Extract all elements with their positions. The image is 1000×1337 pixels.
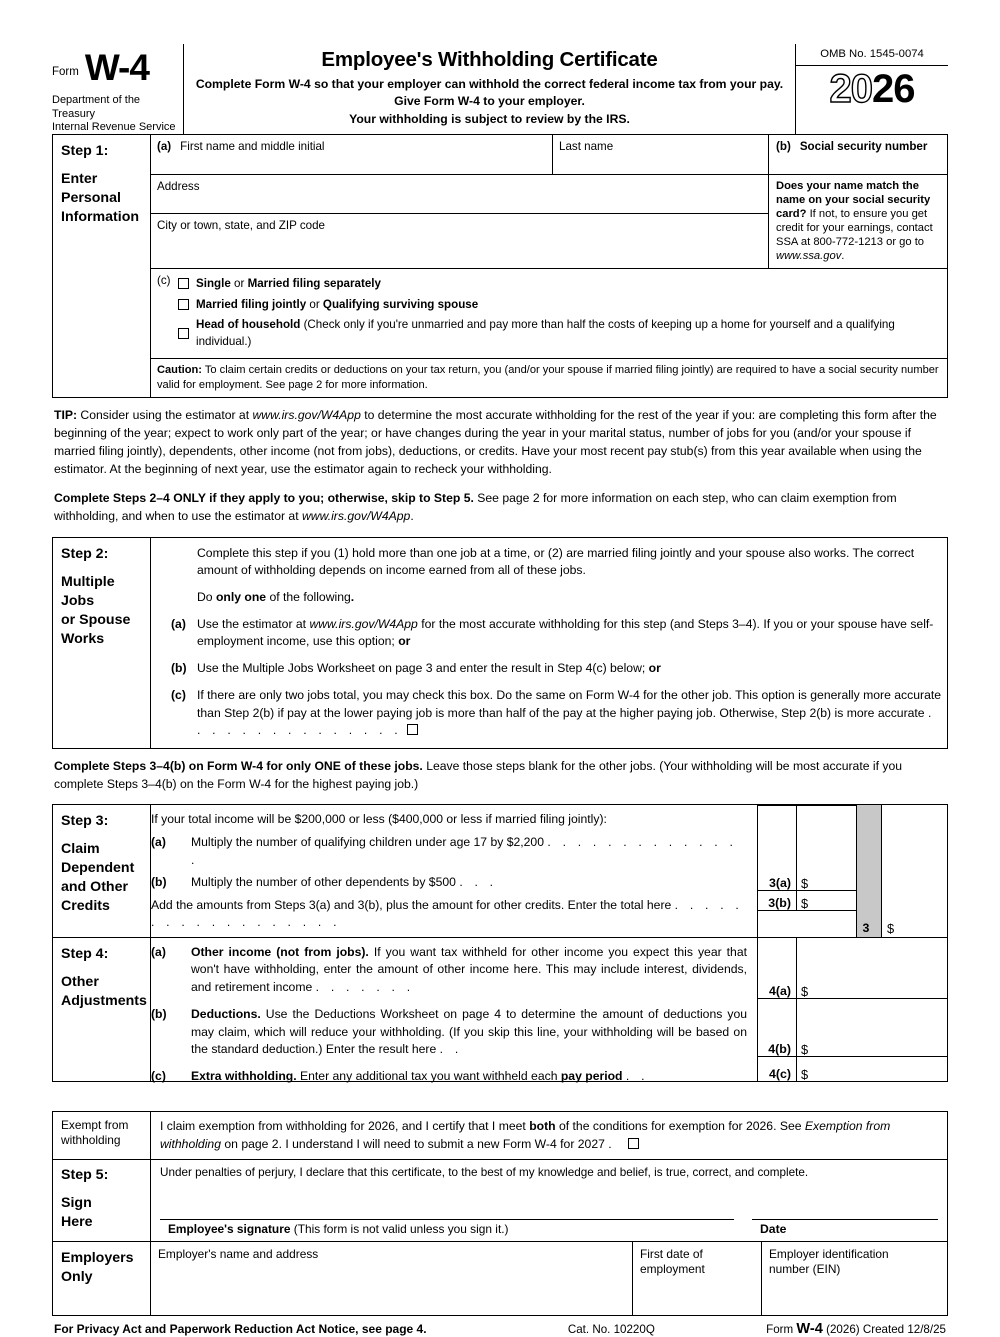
step3-a-leader-dots: . . . . . . . . . . . . . . xyxy=(191,835,738,868)
form-footer xyxy=(52,1315,948,1337)
filing-option-2-rest: (Check only if you're unmarried and pay more than half the costs of keeping up a home for yourself and a qualifying individual.) xyxy=(196,317,895,349)
step-1-section xyxy=(52,134,948,398)
complete-steps-text: See page 2 for more information on each step, who can claim exemption from withholding, and when to use the estimator at xyxy=(54,490,897,523)
ssn-note-rest: If not, to ensure you get credit for your earnings, contact SSA at 800-772-1213 or go to xyxy=(776,208,933,248)
filing-option-0-mid: or xyxy=(230,277,248,291)
form-header xyxy=(52,44,948,134)
step4-c-leader-dots: . . xyxy=(625,1068,649,1083)
form-revision-info xyxy=(766,1321,946,1337)
option-b-marker: (b) xyxy=(171,661,187,676)
step-4-line-b xyxy=(151,1006,747,1059)
city-label: City or town, state, and ZIP code xyxy=(157,219,325,233)
option-a-post: for the most accurate withholding for this step (and Steps 3–4). If you or your spouse have self-employment income, use this option; xyxy=(197,616,934,649)
step-2-label xyxy=(53,538,151,748)
dept-line-2: Internal Revenue Service xyxy=(52,120,176,133)
footer-form-word: Form xyxy=(766,1323,797,1337)
step-2-section xyxy=(52,537,948,749)
step4-box-vert-rule xyxy=(796,938,797,1081)
checkbox-married-jointly-icon[interactable] xyxy=(178,299,189,310)
line-tag-4b: 4(b) xyxy=(768,1042,791,1057)
amount-3b-row[interactable] xyxy=(758,892,856,911)
step-5-section xyxy=(53,1159,947,1241)
field-tag-b: (b) xyxy=(776,140,791,154)
closing-note-bold: Complete Steps 3–4(b) on Form W-4 for only ONE of these jobs. xyxy=(54,758,423,773)
amount-4c-row[interactable] xyxy=(758,1063,948,1082)
step4-a-leader-dots: . . . . . . . xyxy=(315,980,415,995)
filing-option-1-mid: or xyxy=(306,297,323,311)
option-a-marker: (a) xyxy=(171,616,186,631)
step-5-sub-2: Here xyxy=(61,1214,93,1231)
step-3-sub-3: and Other xyxy=(61,878,129,895)
tip-label: TIP: xyxy=(54,408,78,423)
signature-label-bold: Employee's signature xyxy=(168,1222,291,1237)
ssn-name-match-note xyxy=(769,175,947,267)
caution-text: To claim certain credits or deductions on your tax return, you (and/or your spouse if married filing jointly) are required to have a social security number valid for employment. See page 2 for more information. xyxy=(157,364,939,391)
step-1-title: Step 1: xyxy=(61,143,109,160)
field-tag-a: (a) xyxy=(157,140,172,154)
step3-total-label: Add the amounts from Steps 3(a) and 3(b), plus the amount for other credits. Enter the total here xyxy=(151,897,672,912)
closing-note-text: Leave those steps blank for the other jobs. (Your withholding will be most accurate if you complete Steps 3–4(b) on the Form W-4 for the highest paying job.) xyxy=(54,758,903,791)
step-3-line-a xyxy=(151,834,751,869)
amount-4b-row[interactable] xyxy=(758,1038,948,1057)
do-post: of the following xyxy=(266,590,351,605)
header-omb-block xyxy=(796,44,948,134)
dollar-sign-4b: $ xyxy=(801,1041,809,1057)
filing-status-head-of-household[interactable] xyxy=(178,314,947,352)
step4-b-text: Use the Deductions Worksheet on page 4 to determine the amount of deductions you may claim, which will reduce your withholding. (If you skip this line, your withholding will be based on the standard deduction.) Enter the result here xyxy=(191,1006,747,1057)
tip-paragraph xyxy=(54,407,946,479)
tip-text-1: Consider using the estimator at xyxy=(77,408,253,423)
form-sheet xyxy=(52,44,948,1337)
step3-box-top-rule xyxy=(758,805,856,806)
checkbox-head-of-household-icon[interactable] xyxy=(178,328,189,339)
employee-signature-field[interactable] xyxy=(160,1219,734,1241)
first-name-field[interactable] xyxy=(151,135,553,174)
exempt-leader-dots: . xyxy=(608,1136,624,1151)
step-2-title: Step 2: xyxy=(61,545,109,562)
option-c-text: If there are only two jobs total, you may check this box. Do the same on Form W-4 for the other job. This option is generally more accurate than Step 2(b) if pay at the lower paying job is more than half of the pay at the higher paying job. Otherwise, Step 2(b) is more accurate xyxy=(197,687,942,720)
privacy-notice: For Privacy Act and Paperwork Reduction Act Notice, see page 4. xyxy=(54,1322,427,1337)
filing-option-2-bold: Head of household xyxy=(196,317,301,331)
checkbox-single-icon[interactable] xyxy=(178,278,189,289)
step-2-option-a xyxy=(151,616,943,651)
address-field[interactable] xyxy=(151,175,768,214)
address-label: Address xyxy=(157,180,200,194)
field-tag-c: (c) xyxy=(157,273,171,287)
employer-name-address-label: Employer's name and address xyxy=(158,1247,319,1262)
omb-number: OMB No. 1545-0074 xyxy=(796,44,948,66)
step3-total-leader-dots: . . . . . . . . . . . . . . . . . . xyxy=(151,897,743,930)
step-2-option-b xyxy=(151,660,943,678)
dollar-sign-3b: $ xyxy=(801,895,809,911)
step4-b-bold: Deductions. xyxy=(191,1006,261,1021)
w4app-link-2[interactable]: www.irs.gov/W4App xyxy=(301,508,411,523)
do-end: . xyxy=(350,590,355,605)
amount-3-total-row[interactable] xyxy=(856,917,948,936)
last-name-field[interactable] xyxy=(553,135,769,174)
filing-status-single[interactable] xyxy=(178,274,947,294)
step-5-title: Step 5: xyxy=(61,1167,109,1184)
line-tag-4a: 4(a) xyxy=(768,984,791,999)
header-subtitle-3: Your withholding is subject to review by the IRS. xyxy=(349,111,630,126)
header-subtitle-1: Complete Form W-4 so that your employer can withhold the correct federal income tax from your pay. xyxy=(195,77,784,91)
step4-a-text: If you want tax withheld for other income you expect this year that won't have withholding, enter the amount of other income here. This may include interest, dividends, and retirement income xyxy=(191,944,747,995)
step4-b-marker: (b) xyxy=(151,1006,167,1021)
step-3-sub-4: Credits xyxy=(61,897,110,914)
option-c-leader-dots: . . . . . . . . . . . . . . . xyxy=(197,705,936,738)
caution-note xyxy=(151,358,947,397)
perjury-statement: Under penalties of perjury, I declare that this certificate, to the best of my knowledge and belief, is true, correct, and complete. xyxy=(160,1166,809,1180)
line-tag-3b: 3(b) xyxy=(768,896,791,911)
employers-title-line-2: Only xyxy=(61,1269,93,1286)
step-2-do-one xyxy=(151,589,943,607)
option-b-or: or xyxy=(648,661,661,676)
option-a-or: or xyxy=(398,634,411,649)
step-4-sub-2: Adjustments xyxy=(61,992,147,1009)
amount-3a-row[interactable] xyxy=(758,872,856,891)
step4-c-text: Enter any additional tax you want withheld each xyxy=(296,1068,561,1083)
exempt-label-line-2: withholding xyxy=(61,1133,121,1148)
step-1-sub-3: Information xyxy=(61,209,140,226)
dollar-sign-4c: $ xyxy=(801,1066,809,1082)
filing-status-married-jointly[interactable] xyxy=(178,294,947,314)
line-tag-4c: 4(c) xyxy=(768,1067,791,1082)
ein-label-1: Employer identification xyxy=(769,1247,889,1262)
tax-year-suffix: 26 xyxy=(872,67,915,111)
step3-b-leader-dots: . . . xyxy=(459,874,498,889)
city-state-zip-field[interactable] xyxy=(151,214,768,251)
date-label: Date xyxy=(760,1222,787,1237)
step-4-line-a xyxy=(151,944,747,997)
last-name-label: Last name xyxy=(559,140,614,154)
header-title-block xyxy=(183,44,796,134)
exempt-text-1: I claim exemption from withholding for 2026, and I certify that I meet xyxy=(160,1118,530,1133)
exempt-statement xyxy=(151,1112,947,1160)
step-3-sub-2: Dependent xyxy=(61,859,135,876)
ssn-field[interactable] xyxy=(769,135,947,174)
step-4-line-c xyxy=(151,1068,747,1086)
option-a-pre: Use the estimator at xyxy=(197,616,310,631)
page-title: Employee's Withholding Certificate xyxy=(321,48,658,71)
step-4-amount-column xyxy=(757,938,947,1081)
exemption-reference-italic: Exemption from withholding xyxy=(160,1118,891,1151)
step-3-amount-column xyxy=(757,805,947,937)
step3-b-marker: (b) xyxy=(151,874,167,889)
ssa-website-link[interactable]: www.ssa.gov xyxy=(776,249,842,262)
step-3-total-text xyxy=(151,897,751,932)
line-tag-3a: 3(a) xyxy=(768,876,791,891)
step3-b-text: Multiply the number of other dependents by $500 xyxy=(191,874,456,889)
footer-form-number: W-4 xyxy=(796,1321,823,1337)
checkbox-exempt-icon[interactable] xyxy=(628,1138,639,1149)
step-3-sub-1: Claim xyxy=(61,840,100,857)
step4-c-bold: Extra withholding. xyxy=(191,1068,297,1083)
step-3-label xyxy=(53,805,151,937)
step-4-title: Step 4: xyxy=(61,945,109,962)
step-4-section xyxy=(52,937,948,1082)
do-bold: only one xyxy=(215,590,267,605)
form-number-label: W-4 xyxy=(84,47,149,88)
step-2-intro: Complete this step if you (1) hold more than one job at a time, or (2) are married filing jointly and your spouse also works. The correct amount of withholding depends on income earned from all of these jobs. xyxy=(197,545,915,578)
ssn-note-bold: Does your name match the name on your social security card? xyxy=(776,180,931,221)
line-tag-3: 3 xyxy=(862,921,870,936)
step-3-section xyxy=(52,804,948,937)
complete-steps-end: . xyxy=(410,508,414,523)
step-1-label xyxy=(53,135,151,397)
filing-option-0-bold: Single xyxy=(196,277,231,291)
first-date-employment-field[interactable] xyxy=(633,1242,762,1315)
employer-name-address-field[interactable] xyxy=(151,1242,633,1315)
step-3-intro: If your total income will be $200,000 or less ($400,000 or less if married filing jointly): xyxy=(151,811,607,826)
tax-year-prefix: 20 xyxy=(829,67,872,111)
exempt-text-2: of the conditions for exemption for 2026. See xyxy=(555,1118,805,1133)
option-c-marker: (c) xyxy=(171,687,186,702)
footer-form-year: (2026) Created 12/8/25 xyxy=(822,1323,946,1337)
step-3-line-b xyxy=(151,874,751,892)
step-2-closing-note xyxy=(52,749,948,804)
form-word-label: Form xyxy=(52,66,79,79)
first-date-label-1: First date of xyxy=(640,1247,703,1262)
tip-text-2: to determine the most accurate withholding for the rest of the year if you: are completing this form after the beginning of the year; expect to work only part of the year; or have changes during the year in your marital status, number of jobs for you (and/or your spouse if married filing jointly), dependents, other income (not from jobs), deductions, or credits. Have your most recent pay stub(s) from this year available when using the estimator. At the beginning of next year, use the estimator again to recheck your withholding. xyxy=(54,408,937,476)
step-2-sub-2: or Spouse xyxy=(61,611,131,628)
w4app-link-1[interactable]: www.irs.gov/W4App xyxy=(252,408,361,423)
w4app-link-3[interactable]: www.irs.gov/W4App xyxy=(309,616,418,631)
header-subtitle-2: Give Form W-4 to your employer. xyxy=(394,94,585,109)
caution-label: Caution: xyxy=(157,364,202,377)
checkbox-two-jobs-icon[interactable] xyxy=(407,724,418,735)
step-2-sub-3: Works xyxy=(61,630,105,647)
step-1-sub-1: Enter xyxy=(61,171,98,188)
step3-a-text: Multiply the number of qualifying children under age 17 by $2,200 xyxy=(191,835,544,850)
step-5-sub-1: Sign xyxy=(61,1195,92,1212)
dollar-sign-3: $ xyxy=(887,920,895,936)
department-label xyxy=(52,94,177,134)
first-date-label-2: employment xyxy=(640,1262,705,1277)
amount-4a-row[interactable] xyxy=(758,980,948,999)
filing-option-1-bold: Married filing jointly xyxy=(196,297,307,311)
ssn-note-end: . xyxy=(841,249,845,262)
employers-title-line-1: Employers xyxy=(61,1250,134,1267)
step-2-option-c xyxy=(151,687,943,740)
step3-a-marker: (a) xyxy=(151,835,166,850)
step4-b-leader-dots: . . xyxy=(439,1042,463,1057)
tax-year xyxy=(796,66,948,109)
ein-label-2: number (EIN) xyxy=(769,1262,841,1277)
step-4-sub-1: Other xyxy=(61,973,99,990)
first-name-label: First name and middle initial xyxy=(180,140,325,154)
step4-a-marker: (a) xyxy=(151,944,166,959)
step-2-sub-1: Multiple Jobs xyxy=(61,573,115,609)
step4-c-marker: (c) xyxy=(151,1068,166,1083)
exempt-text-3: on page 2. I understand I will need to submit a new Form W-4 for 2027 xyxy=(220,1136,605,1151)
employers-only-label xyxy=(53,1242,151,1315)
section-spacer xyxy=(52,1082,948,1111)
complete-steps-bold: Complete Steps 2–4 ONLY if they apply to you; otherwise, skip to Step 5. xyxy=(54,490,474,505)
step-4-label xyxy=(53,938,151,1081)
option-b-text: Use the Multiple Jobs Worksheet on page 3 and enter the result in Step 4(c) below; xyxy=(197,661,649,676)
bottom-block xyxy=(52,1111,948,1315)
filing-option-1-bold2: Qualifying surviving spouse xyxy=(322,297,479,311)
step-3-title: Step 3: xyxy=(61,812,109,829)
signature-label-rest: (This form is not valid unless you sign it.) xyxy=(290,1222,509,1237)
step-5-label xyxy=(53,1160,151,1241)
employers-only-section xyxy=(53,1241,947,1315)
complete-steps-note xyxy=(54,490,946,526)
do-pre: Do xyxy=(197,590,216,605)
ssn-label: Social security number xyxy=(799,140,928,154)
signature-date-field[interactable] xyxy=(752,1219,938,1241)
filing-option-0-bold2: Married filing separately xyxy=(247,277,381,291)
dollar-sign-3a: $ xyxy=(801,875,809,891)
step4-a-bold: Other income (not from jobs). xyxy=(191,944,369,959)
exempt-from-withholding-row xyxy=(53,1112,947,1160)
catalog-number: Cat. No. 10220Q xyxy=(567,1323,655,1337)
step4-c-bold2: pay period xyxy=(560,1068,623,1083)
step-1-sub-2: Personal xyxy=(61,190,121,207)
dept-line-1: Department of the Treasury xyxy=(52,94,141,120)
dollar-sign-4a: $ xyxy=(801,983,809,999)
header-form-identity xyxy=(52,44,183,134)
tip-block xyxy=(52,398,948,537)
exempt-bold-both: both xyxy=(529,1118,556,1133)
exempt-label-line-1: Exempt from xyxy=(61,1117,129,1132)
exempt-label xyxy=(53,1112,151,1160)
ein-field[interactable] xyxy=(762,1242,947,1315)
